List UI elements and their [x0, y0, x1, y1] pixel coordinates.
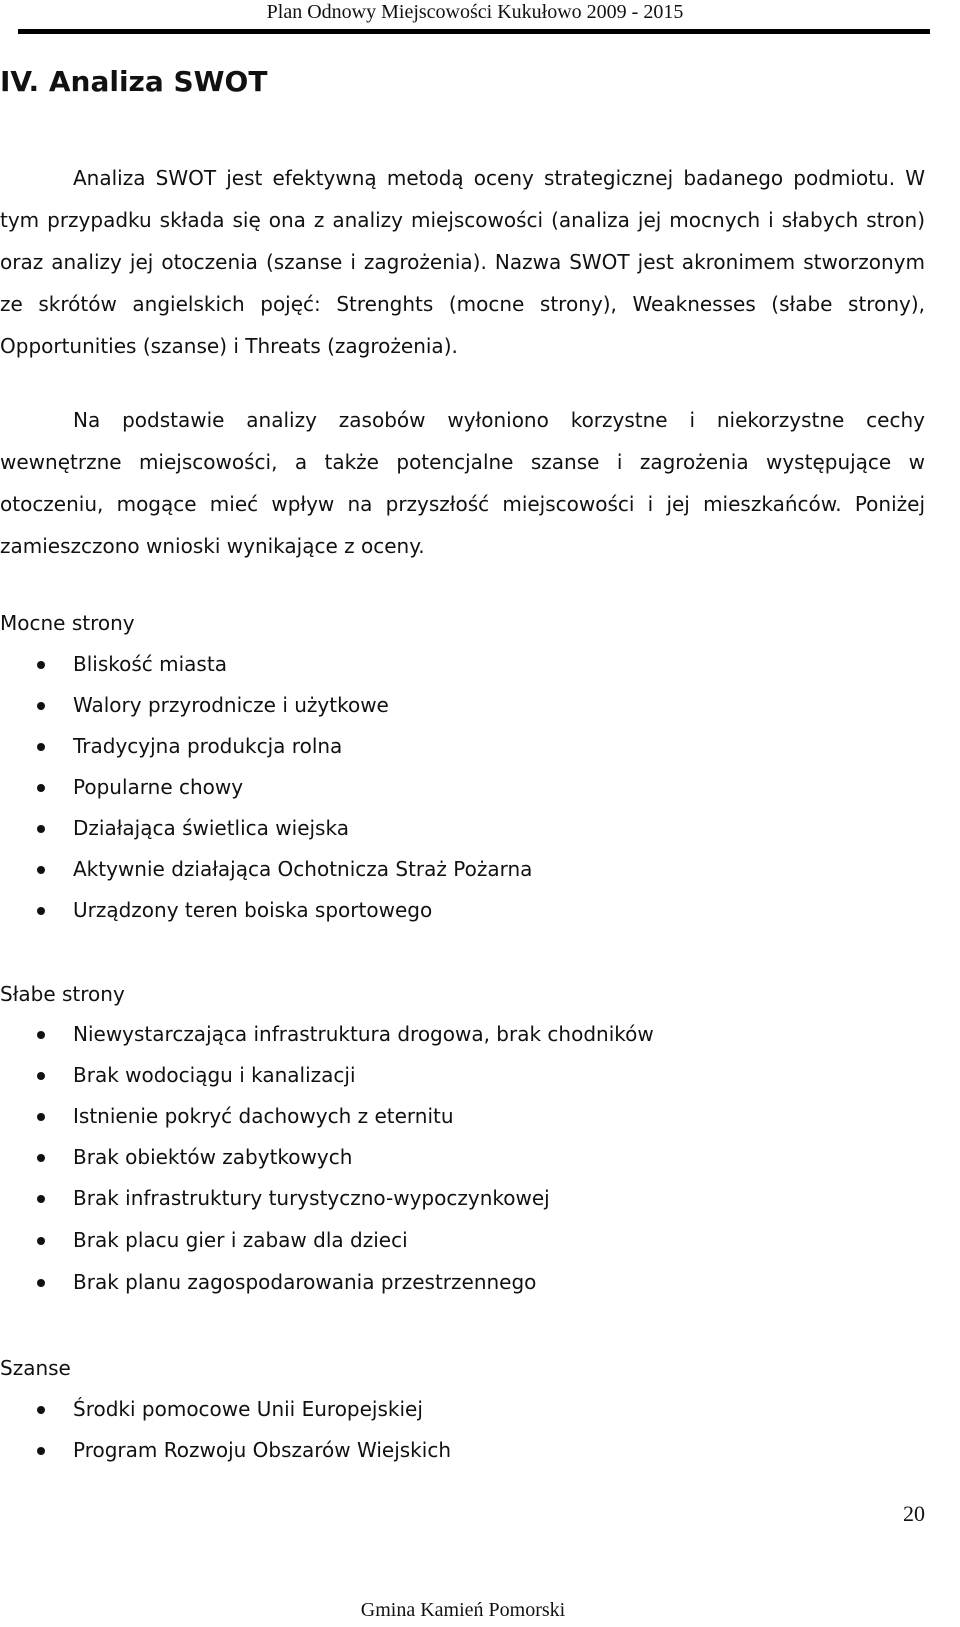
strength-item-text: Tradycyjna produkcja rolna [73, 734, 343, 758]
opportunities-label: Szanse [0, 1356, 71, 1380]
strength-item-text: Działająca świetlica wiejska [73, 816, 349, 840]
weakness-item-text: Brak planu zagospodarowania przestrzennego [73, 1270, 537, 1294]
bullet-icon [37, 1279, 45, 1287]
strengths-label: Mocne strony [0, 611, 135, 635]
bullet-icon [37, 1406, 45, 1414]
bullet-icon [37, 866, 45, 874]
weakness-item-text: Brak placu gier i zabaw dla dzieci [73, 1228, 408, 1252]
weakness-item-text: Brak wodociągu i kanalizacji [73, 1063, 356, 1087]
intro-paragraph: Analiza SWOT jest efektywną metodą oceny strategicznej badanego podmiotu. W tym przypadku składa się ona z analizy miejscowości (analiza jej mocnych i słabych stron) oraz analizy jej otoczenia (szanse i zagrożenia). Nazwa SWOT jest akronimem stworzonym ze skrótów angielskich pojęć: Strenghts (mocne strony), Weaknesses (słabe strony), Opportunities (szanse) i Threats (zagrożenia). [0, 166, 925, 358]
opportunity-item-text: Środki pomocowe Unii Europejskiej [73, 1397, 423, 1421]
weakness-item-text: Brak infrastruktury turystyczno-wypoczynkowej [73, 1186, 550, 1210]
bullet-icon [37, 1031, 45, 1039]
bullet-icon [37, 1113, 45, 1121]
strength-item-text: Popularne chowy [73, 775, 244, 799]
analysis-paragraph: Na podstawie analizy zasobów wyłoniono korzystne i niekorzystne cechy wewnętrzne miejscowości, a także potencjalne szanse i zagrożenia występujące w otoczeniu, mogące mieć wpływ na przyszłość miejscowości i jej mieszkańców. Poniżej zamieszczono wnioski wynikające z oceny. [0, 408, 925, 558]
footer-text: Gmina Kamień Pomorski [360, 1599, 566, 1621]
strength-item-text: Aktywnie działająca Ochotnicza Straż Pożarna [73, 857, 533, 881]
bullet-icon [37, 1195, 45, 1203]
weakness-item-text: Brak obiektów zabytkowych [73, 1145, 353, 1169]
strength-item-text: Urządzony teren boiska sportowego [73, 898, 433, 922]
weakness-item-text: Niewystarczająca infrastruktura drogowa, brak chodników [73, 1022, 654, 1046]
bullet-icon [37, 825, 45, 833]
bullet-icon [37, 907, 45, 915]
bullet-icon [37, 1237, 45, 1245]
strength-item-text: Walory przyrodnicze i użytkowe [73, 693, 389, 717]
bullet-icon [37, 702, 45, 710]
bullet-icon [37, 1154, 45, 1162]
page-number: 20 [903, 1501, 925, 1526]
bullet-icon [37, 743, 45, 751]
bullet-icon [37, 1072, 45, 1080]
document-header-title: Plan Odnowy Miejscowości Kukułowo 2009 - 2015 [266, 1, 684, 23]
strength-item-text: Bliskość miasta [73, 652, 227, 676]
opportunity-item-text: Program Rozwoju Obszarów Wiejskich [73, 1438, 451, 1462]
section-heading: IV. Analiza SWOT [0, 65, 268, 98]
weakness-item-text: Istnienie pokryć dachowych z eternitu [73, 1104, 454, 1128]
header-rule [18, 29, 930, 34]
bullet-icon [37, 661, 45, 669]
weaknesses-label: Słabe strony [0, 982, 125, 1006]
bullet-icon [37, 1447, 45, 1455]
bullet-icon [37, 784, 45, 792]
